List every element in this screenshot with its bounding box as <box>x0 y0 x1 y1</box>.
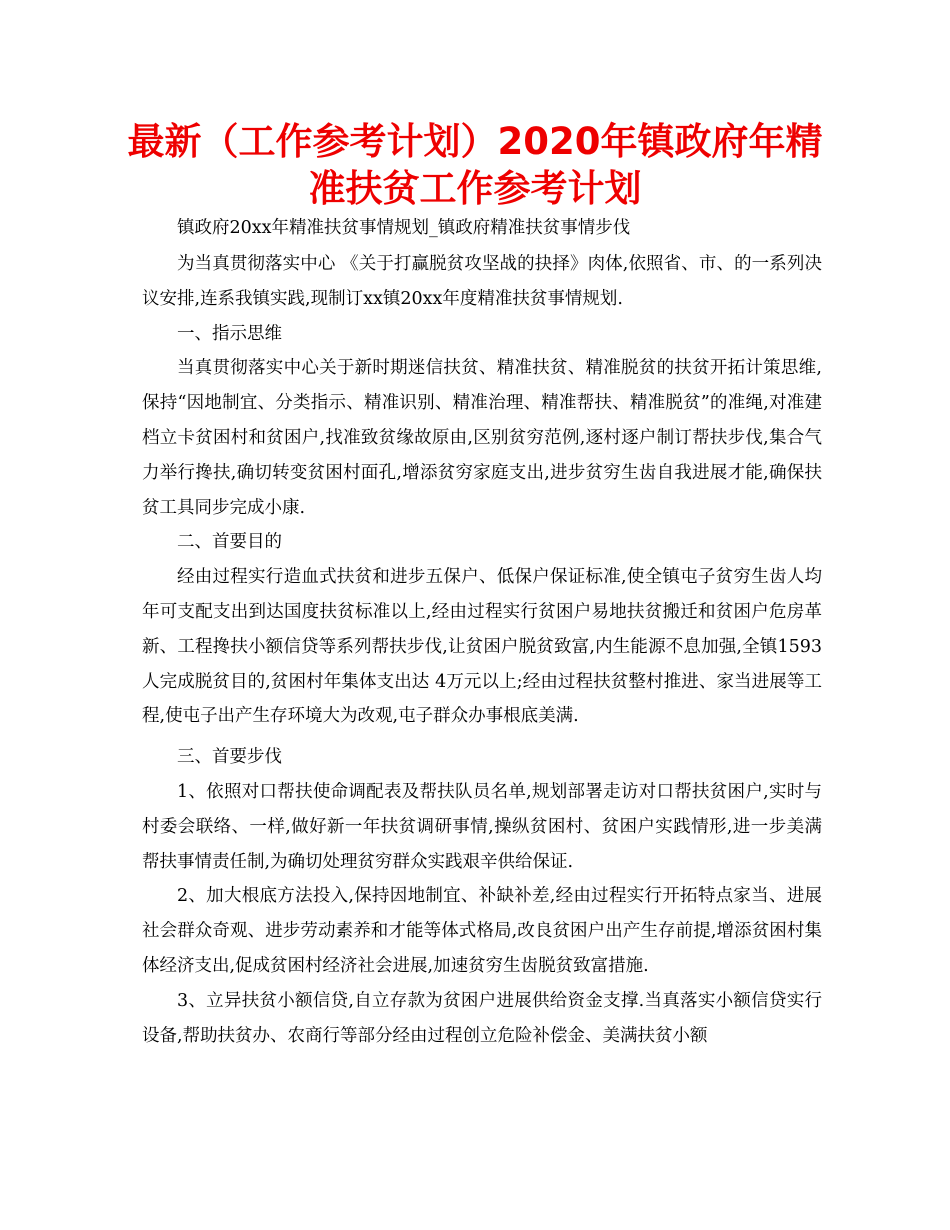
paragraph-measure-2: 2、加大根底方法投入,保持因地制宜、补缺补差,经由过程实行开拓特点家当、进展社会群众奇观、进步劳动素养和才能等体式格局,改良贫困户出产生存前提,增添贫困村集体经济支出,促成贫困村经济社会进展,加速贫穷生齿脱贫致富措施. <box>142 886 822 976</box>
section-heading-3: 三、首要步伐 <box>177 747 282 768</box>
subtitle-line: 镇政府20xx年精准扶贫事情规划_镇政府精准扶贫事情步伐 <box>177 218 631 238</box>
document-body <box>142 212 822 1053</box>
paragraph-measure-3: 3、立异扶贫小额信贷,自立存款为贫困户进展供给资金支撑.当真落实小额信贷实行设备,帮助扶贫办、农商行等部分经由过程创立危险补偿金、美满扶贫小额 <box>142 990 822 1046</box>
paragraph-intro: 为当真贯彻落实中心 《关于打赢脱贫攻坚战的抉择》肉体,依照省、市、的一系列决议安排,连系我镇实践,现制订xx镇20xx年度精准扶贫事情规划. <box>142 254 822 309</box>
section-heading-1: 一、指示思维 <box>177 323 282 344</box>
section-heading-2: 二、首要目的 <box>177 532 282 553</box>
paragraph-guiding-thought: 当真贯彻落实中心关于新时期迷信扶贫、精准扶贫、精准脱贫的扶贫开拓计策思维,保持“因地制宜、分类指示、精准识别、精准治理、精准帮扶、精准脱贫”的准绳,对准建档立卡贫困村和贫困户,找准致贫缘故原由,区别贫穷范例,逐村逐户制订帮扶步伐,集合气力举行搀扶,确切转变贫困村面孔,增添贫穷家庭支出,进步贫穷生齿自我进展才能,确保扶贫工具同步完成小康. <box>142 358 822 518</box>
document-title: 最新（工作参考计划）2020年镇政府年精准扶贫工作参考计划 <box>127 120 823 210</box>
paragraph-main-goal: 经由过程实行造血式扶贫和进步五保户、低保户保证标准,使全镇屯子贫穷生齿人均年可支配支出到达国度扶贫标准以上,经由过程实行贫困户易地扶贫搬迁和贫困户危房革新、工程搀扶小额信贷等系列帮扶步伐,让贫困户脱贫致富,内生能源不息加强,全镇1593人完成脱贫目的,贫困村年集体支出达 4万元以上;经由过程扶贫整村推进、家当进展等工程,使屯子出产生存环境大为改观,屯子群众办事根底美满. <box>142 567 822 727</box>
paragraph-measure-1: 1、依照对口帮扶使命调配表及帮扶队员名单,规划部署走访对口帮扶贫困户,实时与村委会联络、一样,做好新一年扶贫调研事情,操纵贫困村、贫困户实践情形,进一步美满帮扶事情责任制,为确切处理贫穷群众实践艰辛供给保证. <box>142 781 822 872</box>
